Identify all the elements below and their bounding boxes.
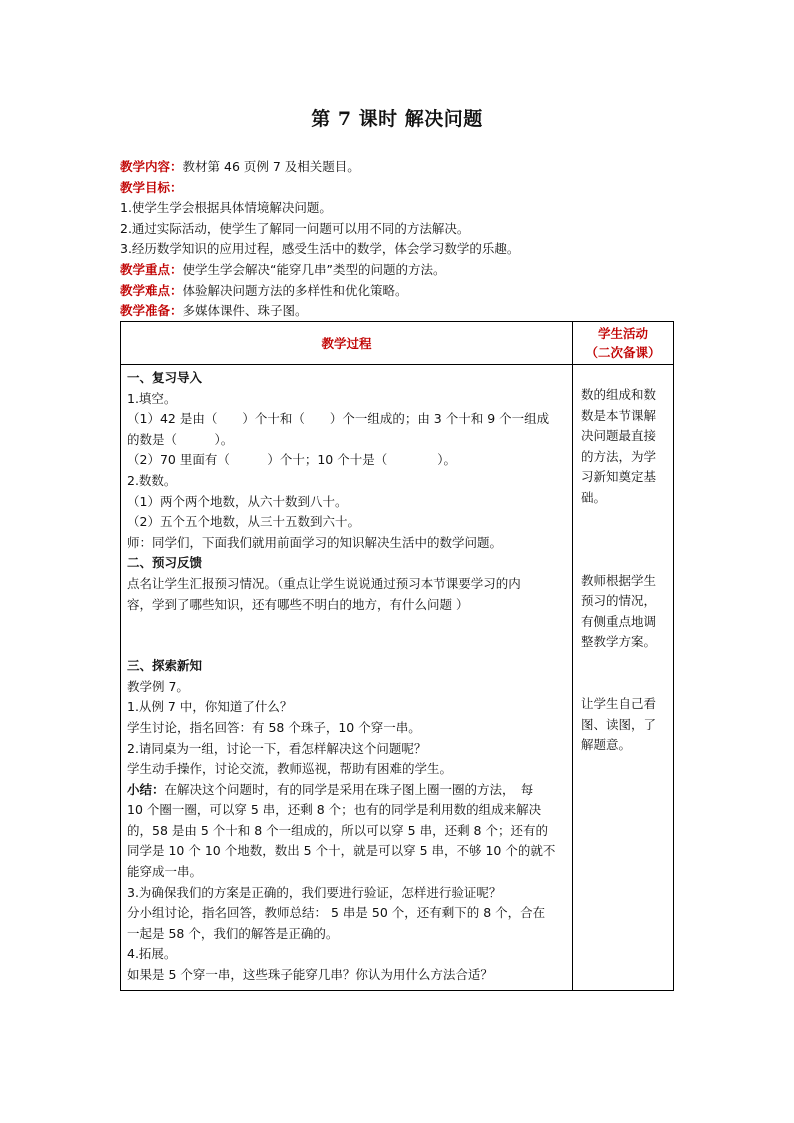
activity-note: 数的组成和数数是本节课解决问题最直接的方法，为学习新知奠定基础。 (581, 387, 657, 505)
preparation-row (120, 301, 680, 322)
section-line: 容，学到了哪些知识，还有哪些不明白的地方，有什么问题 ） (127, 596, 469, 612)
section-line: （2）70 里面有（ ）个十；10 个十是（ ）。 (127, 452, 456, 468)
activity-cell (573, 365, 674, 991)
difficulty-text: 体验解决问题方法的多样性和优化策略。 (182, 282, 408, 298)
section-heading: 一、复习导入 (127, 370, 203, 385)
section-line: 1.从例 7 中，你知道了什么？ (127, 699, 293, 715)
objective-row (120, 178, 680, 199)
preparation-text: 多媒体课件、珠子图。 (182, 303, 308, 319)
section-line: （1）42 是由（ ）个十和（ ）个一组成的；由 3 个十和 9 个一组成 (127, 411, 550, 427)
key-point-text: 使学生学会解决“能穿几串”类型的问题的方法。 (182, 261, 446, 277)
section-line: 的，58 是由 5 个十和 8 个一组成的，所以可以穿 5 串，还剩 8 个；还有的 (127, 822, 548, 838)
activity-header-line1: 学生活动 (597, 326, 648, 341)
objective-item: 3.经历数学知识的应用过程，感受生活中的数学，体会学习数学的乐趣。 (120, 241, 520, 257)
lesson-process-table (120, 321, 674, 991)
section-line: 2.请同桌为一组，讨论一下，看怎样解决这个问题呢？ (127, 740, 427, 756)
lesson-meta (120, 157, 680, 322)
section-line: 分小组讨论，指名回答，教师总结： 5 串是 50 个，还有剩下的 8 个，合在 (127, 905, 546, 921)
section-line: 3.为确保我们的方案是正确的，我们要进行验证，怎样进行验证呢？ (127, 884, 502, 900)
preparation-label: 教学准备： (120, 303, 183, 319)
section-line: 1.填空。 (127, 390, 177, 406)
activity-note: 让学生自己看图、读图，了解题意。 (581, 695, 657, 753)
section-line: 学生动手操作，讨论交流，教师巡视，帮助有困难的学生。 (127, 761, 453, 777)
difficulty-label: 教学难点： (120, 282, 183, 298)
section-heading: 三、探索新知 (127, 658, 203, 674)
activity-header-line2: （二次备课） (585, 345, 661, 360)
content-text: 教材第 46 页例 7 及相关题目。 (182, 159, 360, 174)
section-heading: 二、预习反馈 (127, 555, 203, 571)
section-line: 一起是 58 个，我们的解答是正确的。 (127, 925, 339, 941)
page-title: 第 7 课时 解决问题 (311, 108, 483, 130)
section-line: 点名让学生汇报预习情况。（重点让学生说说通过预习本节课要学习的内 (127, 575, 521, 591)
section-line: 能穿成一串。 (127, 864, 203, 880)
objective-item: 2.通过实际活动，使学生了解同一问题可以用不同的方法解决。 (120, 220, 470, 236)
summary-line (127, 780, 566, 801)
section-line: （2）五个五个地数，从三十五数到六十。 (127, 514, 360, 530)
table-body-row (121, 365, 674, 991)
objective-item: 1.使学生学会根据具体情境解决问题。 (120, 200, 332, 216)
section-line: 的数是（ ）。 (127, 431, 234, 447)
process-cell (121, 365, 573, 991)
section-line: 学生讨论，指名回答：有 58 个珠子，10 个穿一串。 (127, 719, 421, 735)
section-line: 如果是 5 个穿一串，这些珠子能穿几串？你认为用什么方法合适？ (127, 967, 493, 983)
process-header: 教学过程 (121, 322, 573, 365)
section-line: 同学是 10 个 10 个地数，数出 5 个十，就是可以穿 5 串，不够 10 个的就不 (127, 843, 556, 859)
section-line: 教学例 7。 (127, 678, 189, 694)
activity-header (573, 322, 674, 365)
objective-label: 教学目标： (120, 179, 183, 195)
key-point-label: 教学重点： (120, 261, 183, 277)
section-line: 10 个圈一圈，可以穿 5 串，还剩 8 个；也有的同学是利用数的组成来解决 (127, 802, 542, 818)
key-point-row (120, 260, 680, 281)
section-line: （1）两个两个地数，从六十数到八十。 (127, 493, 348, 509)
table-header-row (121, 322, 674, 365)
spacer (127, 615, 566, 656)
activity-note: 教师根据学生预习的情况，有侧重点地调整教学方案。 (581, 572, 657, 650)
difficulty-row (120, 281, 680, 302)
summary-label: 小结： (127, 781, 165, 797)
section-line: 师：同学们，下面我们就用前面学习的知识解决生活中的数学问题。 (127, 534, 503, 550)
content-label: 教学内容： (120, 159, 183, 174)
section-line: 2.数数。 (127, 472, 177, 488)
section-line: 4.拓展。 (127, 946, 177, 962)
content-row (120, 157, 680, 178)
summary-text: 在解决这个问题时，有的同学是采用在珠子图上圈一圈的方法， 每 (164, 781, 534, 797)
